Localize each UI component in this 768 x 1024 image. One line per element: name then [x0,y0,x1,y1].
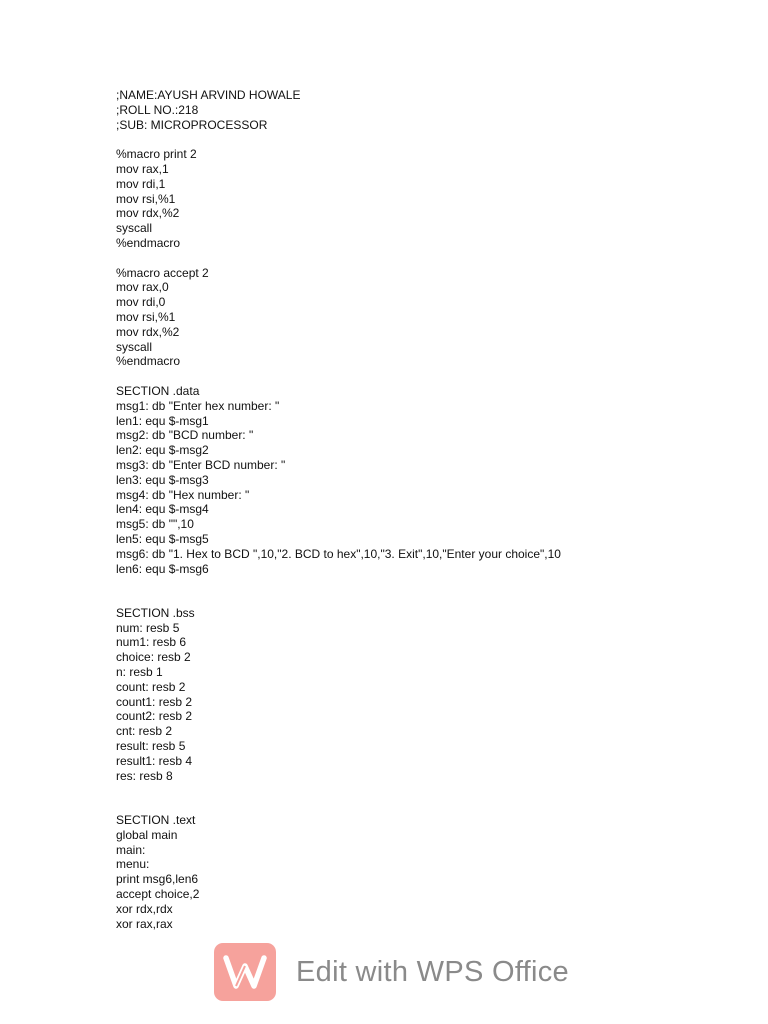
code-line: ;NAME:AYUSH ARVIND HOWALE [116,88,301,102]
code-line: syscall [116,339,153,354]
code-line: num: resb 5 [116,620,180,635]
code-line: global main [116,827,178,842]
code-line: msg4: db "Hex number: " [116,487,250,502]
code-line: num1: resb 6 [116,635,187,650]
wps-watermark[interactable] [214,942,594,1002]
code-line: mov rdx,%2 [116,324,180,339]
blank-line [116,798,736,813]
code-line: mov rsi,%1 [116,309,176,324]
code-line: ;ROLL NO.:218 [116,102,199,117]
code-line: ;SUB: MICROPROCESSOR [116,117,268,132]
code-line: len6: equ $-msg6 [116,561,209,576]
blank-line [116,591,736,606]
code-line: len3: equ $-msg3 [116,472,209,487]
wps-watermark-text: Edit with WPS Office [296,955,569,988]
code-line: %endmacro [116,354,181,369]
wps-w-logo-icon [214,943,276,1001]
code-line: n: resb 1 [116,665,163,680]
code-line: msg6: db "1. Hex to BCD ",10,"2. BCD to hex",10,"3. Exit",10,"Enter your choice",10 [116,546,561,561]
blank-line [116,783,736,798]
code-line: mov rdx,%2 [116,206,180,221]
code-listing [116,88,736,931]
code-line: %endmacro [116,235,181,250]
blank-line [116,251,736,266]
code-line: SECTION .text [116,813,196,828]
code-line: result: resb 5 [116,739,186,754]
code-line: msg3: db "Enter BCD number: " [116,457,286,472]
code-line: xor rdx,rdx [116,901,173,916]
code-line: mov rdi,0 [116,295,166,310]
code-line: %macro print 2 [116,147,197,162]
code-line: cnt: resb 2 [116,724,173,739]
code-line: %macro accept 2 [116,265,209,280]
code-line: res: resb 8 [116,768,173,783]
code-line: SECTION .bss [116,605,195,620]
code-line: len5: equ $-msg5 [116,531,209,546]
code-line: mov rdi,1 [116,176,166,191]
code-line: menu: [116,857,150,872]
code-line: msg5: db "",10 [116,517,194,532]
code-line: accept choice,2 [116,887,200,902]
code-line: mov rax,1 [116,161,169,176]
code-line: count2: resb 2 [116,709,193,724]
code-line: mov rax,0 [116,280,169,295]
code-line: count1: resb 2 [116,694,193,709]
blank-line [116,576,736,591]
code-line: len2: equ $-msg2 [116,443,209,458]
code-line: len1: equ $-msg1 [116,413,209,428]
code-line: print msg6,len6 [116,872,199,887]
code-line: msg2: db "BCD number: " [116,428,254,443]
code-line: mov rsi,%1 [116,191,176,206]
code-line: len4: equ $-msg4 [116,502,209,517]
code-line: syscall [116,221,153,236]
code-line: count: resb 2 [116,679,186,694]
code-line: xor rax,rax [116,916,173,931]
code-line: msg1: db "Enter hex number: " [116,398,280,413]
code-line: SECTION .data [116,383,200,398]
blank-line [116,369,736,384]
code-line: choice: resb 2 [116,650,191,665]
code-line: main: [116,842,146,857]
code-line: result1: resb 4 [116,753,193,768]
blank-line [116,132,736,147]
